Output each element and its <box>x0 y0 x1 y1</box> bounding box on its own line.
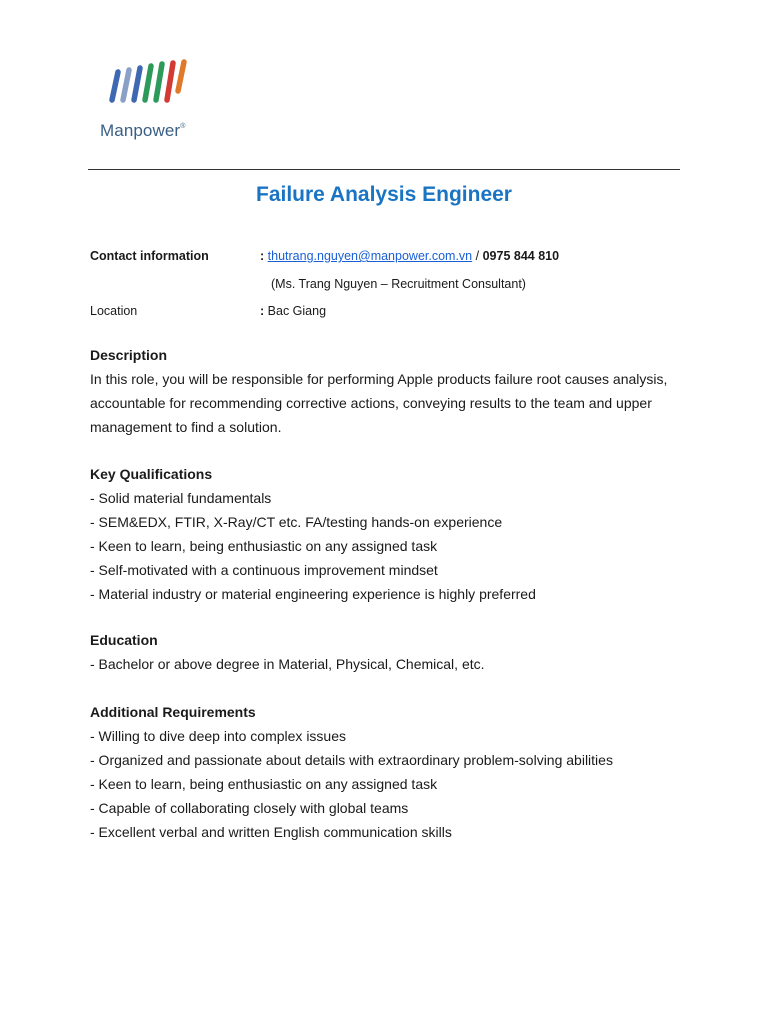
list-item: - Excellent verbal and written English communication skills <box>90 824 452 840</box>
list-item: - Keen to learn, being enthusiastic on any assigned task <box>90 776 438 792</box>
description-section <box>90 343 690 439</box>
additional-requirements-heading: Additional Requirements <box>90 704 256 720</box>
list-item: - Capable of collaborating closely with global teams <box>90 800 409 816</box>
phone-number: 0975 844 810 <box>482 249 560 263</box>
list-item: - Solid material fundamentals <box>90 490 272 506</box>
contact-label: Contact information <box>90 249 209 263</box>
additional-requirements-section <box>90 700 690 844</box>
contact-value: : thutrang.nguyen@manpower.com.vn / 0975 844 810 <box>260 249 560 263</box>
description-line: accountable for recommending corrective actions, conveying results to the team and upper <box>90 395 652 411</box>
description-heading: Description <box>90 347 168 363</box>
list-item: - Self-motivated with a continuous improvement mindset <box>90 562 438 578</box>
key-qualifications-section <box>90 462 690 606</box>
list-item: - Material industry or material engineering experience is highly preferred <box>90 586 536 602</box>
education-heading: Education <box>90 632 158 648</box>
logo-wordmark: Manpower® <box>100 121 186 140</box>
list-item: - Willing to dive deep into complex issues <box>90 728 347 744</box>
email-link[interactable]: thutrang.nguyen@manpower.com.vn <box>267 249 473 263</box>
description-line: management to find a solution. <box>90 419 282 435</box>
list-item: - SEM&EDX, FTIR, X-Ray/CT etc. FA/testing hands-on experience <box>90 514 503 530</box>
list-item: - Bachelor or above degree in Material, Physical, Chemical, etc. <box>90 656 485 672</box>
education-section <box>90 628 690 676</box>
key-qualifications-heading: Key Qualifications <box>90 466 213 482</box>
list-item: - Keen to learn, being enthusiastic on any assigned task <box>90 538 438 554</box>
location-label: Location <box>90 304 138 318</box>
list-item: - Organized and passionate about details with extraordinary problem-solving abilities <box>90 752 613 768</box>
job-title: Failure Analysis Engineer <box>256 183 512 206</box>
location-value: : Bac Giang <box>260 304 327 318</box>
header-divider <box>88 169 680 170</box>
description-line: In this role, you will be responsible for performing Apple products failure root causes analysis, <box>90 371 668 387</box>
consultant-name: (Ms. Trang Nguyen – Recruitment Consultant) <box>271 277 526 291</box>
